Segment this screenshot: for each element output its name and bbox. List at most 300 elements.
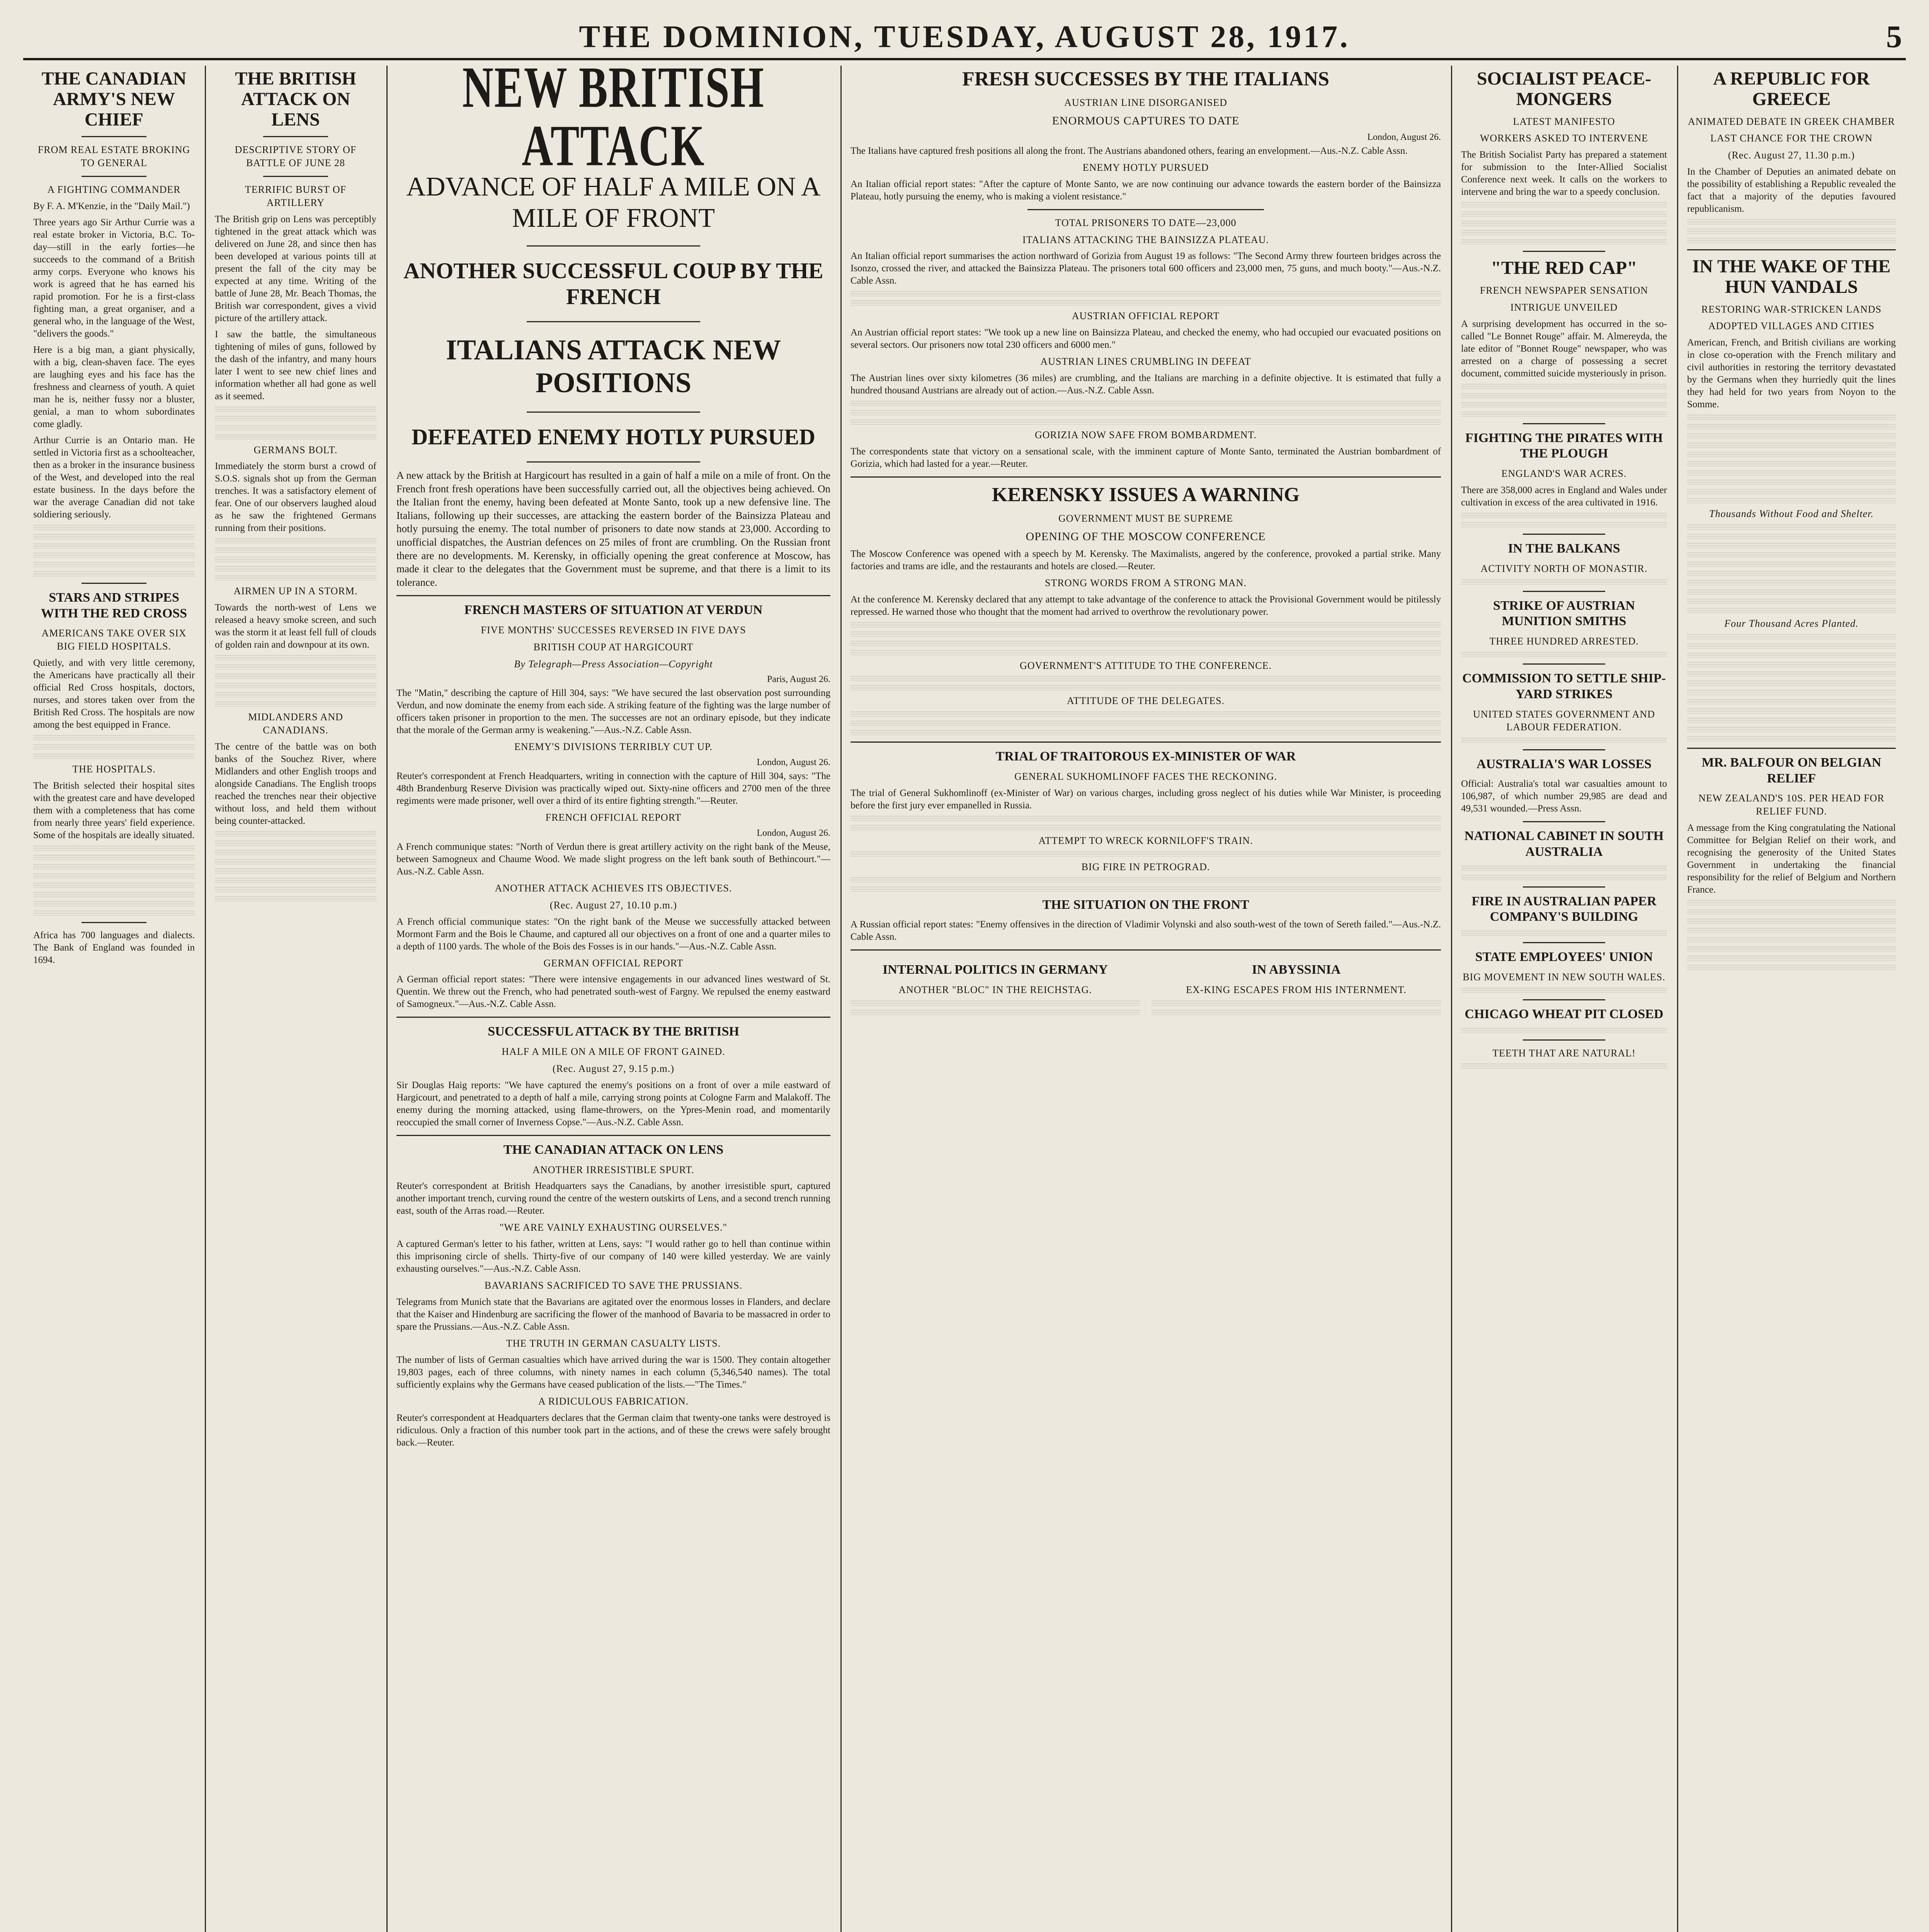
headline-employees: STATE EMPLOYEES' UNION xyxy=(1475,950,1653,964)
text-filler xyxy=(1687,219,1896,224)
section-head: Thousands Without Food and Shelter. xyxy=(1709,508,1874,520)
headline-pirates: FIGHTING THE PIRATES WITH THE PLOUGH xyxy=(1465,430,1663,461)
section-head: GERMAN OFFICIAL REPORT xyxy=(543,957,684,969)
subhead: ADOPTED VILLAGES AND CITIES xyxy=(1708,320,1875,332)
text-filler xyxy=(1461,522,1667,527)
text-filler xyxy=(215,548,376,553)
article-paragraph: Reuter's correspondent at French Headquarters, writing in connection with the capture of Hill 304, says: "The 48th Brandenburg Reserve Division was practically wiped out. Sixty-nine officers and 2700 men of the three regiments were made prisoner, well over a third of its entire fighting strength."—Reuter. xyxy=(396,771,830,806)
article-paragraph: The British grip on Lens was perceptibly tightened in the great attack which was delivered on June 28, and since then has been developed at various points till at present the fall of the city may be expected at any time. Writing of the battle of June 28, Mr. Beach Thomas, the British war correspondent, gives a vivid picture of the artillery attack. xyxy=(215,214,376,323)
deck-headline: ADVANCE OF HALF A MILE ON A MILE OF FRONT xyxy=(406,172,821,233)
headline-canadian-chief: THE CANADIAN ARMY'S NEW CHIEF xyxy=(41,68,187,130)
text-filler xyxy=(215,566,376,571)
subhead: GENERAL SUKHOMLINOFF FACES THE RECKONING. xyxy=(1014,770,1277,782)
text-filler xyxy=(1687,461,1896,466)
section-head: ITALIANS ATTACKING THE BAINSIZZA PLATEAU. xyxy=(1022,234,1269,245)
text-filler xyxy=(215,896,376,901)
divider xyxy=(1687,249,1896,250)
article-paragraph: A captured German's letter to his father, written at Lens, says: "I would rather go to hell than continue within this imprisoning circle of shells. Thirty-five of our company of 140 were killed yesterday. We are vainly exhausting ourselves."—Aus.-N.Z. Cable Assn. xyxy=(396,1239,830,1274)
text-filler xyxy=(1461,402,1667,408)
column-2 xyxy=(205,66,386,1932)
article-paragraph: An Italian official report summarises the action northward of Gorizia from August 19 as follows: "The Second Army threw fourteen bridges across the Isonzo, crossed the river, and attacked the Bainsizza Plateau. The prisoners total 600 officers and 23,000 men, 75 guns, and much booty."—Aus.-N.Z. Cable Assn. xyxy=(851,251,1441,286)
article-paragraph: Reuter's correspondent at Headquarters declares that the German claim that twenty-one tanks were destroyed is ridiculous. Only a fraction of this number took part in the actions, and of these the crews were safely brought back.—Reuter. xyxy=(396,1412,830,1448)
text-filler xyxy=(1461,1063,1667,1069)
section-head: ATTEMPT TO WRECK KORNILOFF'S TRAIN. xyxy=(1038,835,1253,846)
text-filler xyxy=(1687,736,1896,742)
section-head: ATTITUDE OF THE DELEGATES. xyxy=(1067,695,1225,707)
text-filler xyxy=(215,868,376,874)
subhead: THREE HUNDRED ARRESTED. xyxy=(1489,636,1639,647)
footnote: Africa has 700 languages and dialects. The Bank of England was founded in 1694. xyxy=(33,930,195,965)
text-filler xyxy=(851,886,1441,892)
article-paragraph: Quietly, and with very little ceremony, the Americans have practically all their official Red Cross hospitals, doctors, nurses, and stores taken over from the British Red Cross. The hospitals are now among the best equipped in France. xyxy=(33,657,195,730)
text-filler xyxy=(1461,384,1667,389)
text-filler xyxy=(1461,513,1667,518)
article-paragraph: The Italians have captured fresh positions all along the front. The Austrians abandoned others, fearing an envelopment.—Aus.-N.Z. Cable Assn. xyxy=(851,145,1408,156)
text-filler xyxy=(33,753,195,759)
section-head: "WE ARE VAINLY EXHAUSTING OURSELVES." xyxy=(499,1222,728,1233)
divider xyxy=(263,176,328,177)
subhead: AMERICANS TAKE OVER SIX BIG FIELD HOSPITALS. xyxy=(41,628,187,652)
text-filler xyxy=(1461,930,1667,936)
article-paragraph: A surprising development has occurred in the so-called "Le Bonnet Rouge" affair. M. Almereyda, the late editor of "Bonnet Rouge" newspaper, who was arrested on a charge of possessing a secret document, committed suicide mysteriously in prison. xyxy=(1461,318,1667,379)
text-filler xyxy=(1687,415,1896,420)
divider xyxy=(1523,591,1605,592)
text-filler xyxy=(1152,1000,1441,1006)
article-paragraph: Sir Douglas Haig reports: "We have captured the enemy's positions on a front of over a mile eastward of Hargicourt, and penetrated to a depth of half a mile, carrying strong points at Cologne Farm and Malakoff. The enemy during the morning attacked, using flame-throwers, on the Ypres-Menin road, and momentarily reoccupied the small corner of Inverness Copse."—Aus.-N.Z. Cable Assn. xyxy=(396,1080,830,1128)
text-filler xyxy=(33,534,195,539)
headline-greece: A REPUBLIC FOR GREECE xyxy=(1713,68,1870,109)
subhead: TERRIFIC BURST OF ARTILLERY xyxy=(245,184,347,208)
text-filler xyxy=(33,910,195,916)
article-paragraph: The correspondents state that victory on a sensational scale, with the imminent capture of Monte Santo, terminated the Austrian bombardment of Gorizia, which had lasted for a year.—Reuter. xyxy=(851,446,1441,469)
article-paragraph: In the Chamber of Deputies an animated debate on the possibility of establishing a Republic revealed the fact that a majority of the deputies favoured republicanism. xyxy=(1687,166,1896,214)
text-filler xyxy=(1461,988,1667,993)
text-filler xyxy=(851,816,1441,821)
byline: By F. A. M'Kenzie, in the "Daily Mail.") xyxy=(33,201,190,211)
text-filler xyxy=(1461,230,1667,235)
article-paragraph: The Austrian lines over sixty kilometres (36 miles) are crumbling, and the Italians are marching in a definite objective. It is estimated that fully a hundred thousand Austrians are already out of action.—Aus.-N.Z. Cable Assn. xyxy=(851,372,1441,396)
text-filler xyxy=(1687,571,1896,576)
divider xyxy=(527,461,700,463)
text-filler xyxy=(1687,918,1896,924)
text-filler xyxy=(215,673,376,679)
text-filler xyxy=(1687,900,1896,905)
headline-stars-stripes: STARS AND STRIPES WITH THE RED CROSS xyxy=(41,590,187,621)
text-filler xyxy=(33,892,195,897)
subhead: RESTORING WAR-STRICKEN LANDS xyxy=(1701,303,1882,315)
text-filler xyxy=(1687,552,1896,558)
article-paragraph: The centre of the battle was on both banks of the Souchez River, where Midlanders and other English troops and alongside Canadians. The English troops reached the trenches near their objective without loss, and held them without being counter-attacked. xyxy=(215,741,376,826)
subhead: BIG MOVEMENT IN NEW SOUTH WALES. xyxy=(1463,971,1665,983)
subhead: ACTIVITY NORTH OF MONASTIR. xyxy=(1480,563,1648,574)
headline-canadian-lens: THE CANADIAN ATTACK ON LENS xyxy=(503,1142,724,1157)
text-filler xyxy=(1687,718,1896,723)
text-filler xyxy=(1687,946,1896,952)
text-filler xyxy=(851,851,1441,857)
subhead: ANOTHER IRRESISTIBLE SPURT. xyxy=(532,1164,694,1175)
text-filler xyxy=(851,419,1441,425)
text-filler xyxy=(1687,727,1896,732)
text-filler xyxy=(851,1010,1140,1015)
article-paragraph: A German official report states: "There were intensive engagements in our advanced lines westward of St. Quentin. We threw out the French, who had penetrated south-west of Fargny. We repulsed the enemy eastward of Samogneux."—Aus.-N.Z. Cable Assn. xyxy=(396,974,830,1010)
divider xyxy=(396,1135,830,1136)
section-head: TOTAL PRISONERS TO DATE—23,000 xyxy=(1055,217,1237,228)
text-filler xyxy=(215,538,376,544)
received-date: (Rec. August 27, 11.30 p.m.) xyxy=(1728,150,1855,161)
columns xyxy=(23,66,1906,1932)
article-paragraph: The Moscow Conference was opened with a speech by M. Kerensky. The Maximalists, angered by the conference, provoked a partial strike. Many factories and trams are idle, and the restaurants and hotels are closed.—Reuter. xyxy=(851,548,1441,571)
subhead: ENORMOUS CAPTURES TO DATE xyxy=(1052,114,1240,127)
brief-germany xyxy=(851,957,1140,1019)
headline-successful-attack: SUCCESSFUL ATTACK BY THE BRITISH xyxy=(488,1024,739,1039)
text-filler xyxy=(33,845,195,851)
advertisement-head: TEETH THAT ARE NATURAL! xyxy=(1492,1047,1636,1059)
text-filler xyxy=(1687,489,1896,494)
text-filler xyxy=(1687,653,1896,658)
text-filler xyxy=(215,416,376,421)
text-filler xyxy=(851,721,1441,726)
divider xyxy=(82,583,146,584)
divider xyxy=(1523,886,1605,888)
subhead: ENGLAND'S WAR ACRES. xyxy=(1501,468,1627,480)
section-head: FRENCH OFFICIAL REPORT xyxy=(545,812,682,823)
page-number: 5 xyxy=(1886,19,1902,54)
text-filler xyxy=(851,300,1441,306)
article-paragraph: Reuter's correspondent at British Headquarters says the Canadians, by another irresistible spurt, captured another important trench, curving round the centre of the western outskirts of Lens, and a second trench running east, south of the Arras road.—Reuter. xyxy=(396,1181,830,1216)
section-head: ANOTHER ATTACK ACHIEVES ITS OBJECTIVES. xyxy=(495,882,732,894)
text-filler xyxy=(1461,875,1667,880)
headline-verdun: FRENCH MASTERS OF SITUATION AT VERDUN xyxy=(464,603,763,617)
text-filler xyxy=(1687,424,1896,429)
italian-russian-news xyxy=(840,66,1451,1932)
headline-socialist: SOCIALIST PEACE-MONGERS xyxy=(1477,68,1652,109)
article-paragraph: A French official communique states: "On the right bank of the Meuse we successfully attacked between Mormont Farm and the Bois le Chaume, and captured all our objectives on a front of one and a quarter miles to a depth of 1100 yards. The whole of the Bois des Fosses is in our hands."—Aus.-N.Z. Cable Assn. xyxy=(396,916,830,952)
text-filler xyxy=(1687,228,1896,234)
divider xyxy=(1523,1039,1605,1041)
section-head: A RIDICULOUS FABRICATION. xyxy=(538,1395,689,1407)
subhead: AUSTRIAN LINE DISORGANISED xyxy=(1064,97,1227,109)
article-paragraph: An Italian official report states: "After the capture of Monte Santo, we are now continuing our advance towards the eastern border of the Bainsizza Plateau, hotly pursuing the enemy, who is making a violent resistance." xyxy=(851,179,1441,202)
dateline: Paris, August 26. xyxy=(767,674,830,685)
text-filler xyxy=(215,664,376,670)
section-head: GORIZIA NOW SAFE FROM BOMBARDMENT. xyxy=(1034,429,1257,440)
subhead: LAST CHANCE FOR THE CROWN xyxy=(1710,133,1873,144)
text-filler xyxy=(33,562,195,567)
article-paragraph: Immediately the storm burst a crowd of S.O.S. signals shot up from the German trenches. It was a satisfactory element of fear. One of our observers laughed aloud as he saw the frightened Germans running from their positions. xyxy=(215,461,376,534)
text-filler xyxy=(851,622,1441,628)
divider xyxy=(1027,209,1264,210)
text-filler xyxy=(851,676,1441,681)
text-filler xyxy=(1461,738,1667,743)
section-head: AIRMEN UP IN A STORM. xyxy=(233,585,358,597)
subhead: BRITISH COUP AT HARGICOURT xyxy=(533,641,694,653)
headline-war-losses: AUSTRALIA'S WAR LOSSES xyxy=(1477,757,1652,772)
text-filler xyxy=(1687,433,1896,439)
text-filler xyxy=(215,425,376,430)
headline-trial: TRIAL OF TRAITOROUS EX-MINISTER OF WAR xyxy=(995,749,1296,764)
text-filler xyxy=(851,877,1441,883)
headline-paper-fire: FIRE IN AUSTRALIAN PAPER COMPANY'S BUILDING xyxy=(1471,894,1657,924)
section-head: MIDLANDERS AND CANADIANS. xyxy=(248,711,343,736)
text-filler xyxy=(1687,909,1896,915)
article-paragraph: The "Matin," describing the capture of Hill 304, says: "We have secured the last observation post surrounding Verdun, and now dominate the enemy from each side. A striking feature of the fighting was the large number of officers taken prisoner in proportion to the men. The successes are not an ordinary episode, but they indicate that the morale of the German army is weakening."—Aus.-N.Z. Cable Assn. xyxy=(396,688,830,736)
article-paragraph: I saw the battle, the simultaneous tightening of miles of guns, followed by the dash of the infantry, and many hours later I went to see new chief lines and information whether all had gone as well as it seemed. xyxy=(215,329,376,401)
headline-internal-politics: INTERNAL POLITICS IN GERMANY xyxy=(883,963,1108,977)
text-filler xyxy=(1461,412,1667,417)
text-filler xyxy=(851,825,1441,830)
dateline: London, August 26. xyxy=(757,757,830,768)
section-head: BIG FIRE IN PETROGRAD. xyxy=(1081,861,1210,872)
masthead-title: THE DOMINION, TUESDAY, AUGUST 28, 1917. xyxy=(579,19,1350,54)
deck-headline: DEFEATED ENEMY HOTLY PURSUED xyxy=(412,424,815,449)
text-filler xyxy=(215,840,376,846)
text-filler xyxy=(1687,543,1896,548)
article-paragraph: A message from the King congratulating the National Committee for Belgian Relief on their work, and recognising the generosity of the United States Government in undertaking the financial responsibility for the relief of Belgium and Northern France. xyxy=(1687,822,1896,895)
text-filler xyxy=(33,525,195,530)
divider xyxy=(82,176,146,177)
divider xyxy=(1523,251,1605,252)
text-filler xyxy=(1687,589,1896,595)
subhead: WORKERS ASKED TO INTERVENE xyxy=(1480,133,1648,144)
text-filler xyxy=(215,557,376,562)
headline-lens-attack: THE BRITISH ATTACK ON LENS xyxy=(235,68,356,130)
article-paragraph: Official: Australia's total war casualties amount to 106,987, of which number 29,985 are dead and 49,531 wounded.—Press Assn. xyxy=(1461,778,1667,814)
text-filler xyxy=(1461,1028,1667,1033)
bottom-briefs xyxy=(851,957,1441,1019)
text-filler xyxy=(1461,579,1667,585)
text-filler xyxy=(1687,699,1896,704)
text-filler xyxy=(1687,238,1896,243)
section-head: THE TRUTH IN GERMAN CASUALTY LISTS. xyxy=(506,1337,721,1349)
text-filler xyxy=(1687,534,1896,539)
text-filler xyxy=(1687,599,1896,604)
text-filler xyxy=(1687,680,1896,686)
article-paragraph: The British Socialist Party has prepared a statement for submission to the Inter-Allied Socialist Conference next week. It calls on the workers to intervene and bring the war to a speedy conclusion. xyxy=(1461,150,1667,197)
text-filler xyxy=(215,575,376,581)
text-filler xyxy=(1687,937,1896,942)
section-head: GERMANS BOLT. xyxy=(253,444,338,456)
text-filler xyxy=(33,744,195,750)
text-filler xyxy=(1687,442,1896,448)
article-paragraph: The British selected their hospital sites with the greatest care and have developed them with a completeness that has come from nearly three years' field experience. Some of the hospitals are ideally situated. xyxy=(33,780,195,840)
dateline: London, August 26. xyxy=(1367,132,1441,142)
subhead: A FIGHTING COMMANDER xyxy=(47,184,181,195)
text-filler xyxy=(215,692,376,697)
text-filler xyxy=(33,553,195,558)
text-filler xyxy=(1687,662,1896,667)
headline-balkans: IN THE BALKANS xyxy=(1508,541,1620,556)
divider xyxy=(396,595,830,596)
article-paragraph: Telegrams from Munich state that the Bavarians are agitated over the enormous losses in Flanders, and declare that the Kaiser and Hindenburg are sacrificing the flower of the manhood of Bavaria to be massacred in order to spare the Prussians.—Aus.-N.Z. Cable Assn. xyxy=(396,1296,830,1332)
text-filler xyxy=(851,291,1441,296)
divider xyxy=(851,949,1441,951)
text-filler xyxy=(1687,580,1896,585)
headline-cabinet: NATIONAL CABINET IN SOUTH AUSTRALIA xyxy=(1464,828,1664,859)
section-head: AUSTRIAN OFFICIAL REPORT xyxy=(1072,310,1220,322)
divider xyxy=(1523,999,1605,1000)
article-paragraph: Three years ago Sir Arthur Currie was a real estate broker in Victoria, B.C. To-day—still in the early forties—he succeeds to the command of a British army corps. Everyone who knows his work is agreed that he has earned his rapid promotion. For he is a first-class fighting man, a great organiser, and a general who, in the language of the West, "delivers the goods." xyxy=(33,217,195,339)
article-paragraph: American, French, and British civilians are working in close co-operation with the French military and civil authorities in restoring the territory devastated by the Germans when they hurriedly quit the lines they had held for two years from Noyon to the Somme. xyxy=(1687,337,1896,410)
text-filler xyxy=(1687,965,1896,970)
text-filler xyxy=(1687,708,1896,714)
text-filler xyxy=(215,683,376,688)
subhead: EX-KING ESCAPES FROM HIS INTERNMENT. xyxy=(1186,984,1407,995)
headline-kerensky: KERENSKY ISSUES A WARNING xyxy=(992,483,1300,506)
section-head: ENEMY'S DIVISIONS TERRIBLY CUT UP. xyxy=(514,741,713,753)
article-paragraph: The number of lists of German casualties which have arrived during the war is 1500. They contain altogether 19,803 pages, each of three columns, with ninety names in each column (5,346,540 names). The total sufficiently explains why the Germans have ceased publication of the lists.—"The Times." xyxy=(396,1354,830,1390)
text-filler xyxy=(215,850,376,855)
text-filler xyxy=(1461,866,1667,871)
text-filler xyxy=(1461,393,1667,398)
subhead: FRENCH NEWSPAPER SENSATION xyxy=(1480,284,1648,296)
subhead: UNITED STATES GOVERNMENT AND LABOUR FEDERATION. xyxy=(1473,708,1655,733)
brief-abyssinia xyxy=(1152,957,1441,1019)
text-filler xyxy=(851,401,1441,406)
text-filler xyxy=(1687,498,1896,503)
text-filler xyxy=(33,543,195,549)
section-head: THE HOSPITALS. xyxy=(72,763,156,775)
headline-red-cap: "THE RED CAP" xyxy=(1491,258,1637,279)
telegraph-credit: By Telegraph—Press Association—Copyright xyxy=(514,658,713,670)
divider xyxy=(851,742,1441,743)
subhead: ANOTHER "BLOC" IN THE REICHSTAG. xyxy=(898,984,1092,995)
text-filler xyxy=(851,410,1441,415)
section-head: Four Thousand Acres Planted. xyxy=(1724,617,1859,629)
text-filler xyxy=(33,901,195,906)
text-filler xyxy=(1687,561,1896,567)
article-paragraph: Here is a big man, a giant physically, with a big, clean-shaven face. The eyes are laughing eyes and his face has the freshness and clearness of youth. A quiet man he is, neither fussy nor a bluster, genial, a man to whom subordinates come gladly. xyxy=(33,344,195,429)
subhead: INTRIGUE UNVEILED xyxy=(1510,301,1618,313)
text-filler xyxy=(1461,211,1667,217)
subhead: FROM REAL ESTATE BROKING TO GENERAL xyxy=(37,144,191,169)
received-date: (Rec. August 27, 10.10 p.m.) xyxy=(549,899,677,911)
article-paragraph: Towards the north-west of Lens we released a heavy smoke screen, and such was the storm it at least fell full of clouds of golden rain and downpour at its own. xyxy=(215,602,376,650)
divider xyxy=(1523,423,1605,424)
text-filler xyxy=(851,650,1441,655)
text-filler xyxy=(33,873,195,879)
text-filler xyxy=(1687,643,1896,649)
section-head: AUSTRIAN LINES CRUMBLING IN DEFEAT xyxy=(1040,356,1251,367)
article-paragraph: An Austrian official report states: "We took up a new line on Bainsizza Plateau, and checked the enemy, who had occupied our evacuated positions on several sectors. Our prisoners now total 230 officers and 6000 men." xyxy=(851,327,1441,350)
headline-commission: COMMISSION TO SETTLE SHIP-YARD STRIKES xyxy=(1462,671,1666,701)
text-filler xyxy=(33,864,195,869)
subhead: GOVERNMENT MUST BE SUPREME xyxy=(1058,512,1233,524)
article-paragraph: There are 358,000 acres in England and Wales under cultivation in excess of the area cultivated in 1916. xyxy=(1461,485,1667,508)
text-filler xyxy=(1687,470,1896,476)
text-filler xyxy=(1687,690,1896,695)
text-filler xyxy=(33,883,195,888)
divider xyxy=(1523,749,1605,750)
text-filler xyxy=(215,887,376,892)
text-filler xyxy=(851,730,1441,735)
headline-italians: FRESH SUCCESSES BY THE ITALIANS xyxy=(962,68,1329,90)
column-6 xyxy=(1451,66,1677,1932)
text-filler xyxy=(1687,452,1896,457)
section-head: STRONG WORDS FROM A STRONG MAN. xyxy=(1045,577,1247,588)
deck-headline: ANOTHER SUCCESSFUL COUP BY THE FRENCH xyxy=(403,258,823,309)
text-filler xyxy=(851,641,1441,646)
text-filler xyxy=(1687,671,1896,677)
text-filler xyxy=(851,1000,1140,1006)
subhead: NEW ZEALAND'S 10S. PER HEAD FOR RELIEF FUND. xyxy=(1698,793,1885,817)
text-filler xyxy=(1461,652,1667,657)
text-filler xyxy=(215,701,376,707)
subhead: ANIMATED DEBATE IN GREEK CHAMBER xyxy=(1687,116,1895,127)
text-filler xyxy=(215,434,376,440)
text-filler xyxy=(1687,956,1896,961)
text-filler xyxy=(851,685,1441,690)
section-head: ENEMY HOTLY PURSUED xyxy=(1082,162,1209,173)
text-filler xyxy=(1152,1010,1441,1015)
headline-wheat-pit: CHICAGO WHEAT PIT CLOSED xyxy=(1465,1007,1664,1021)
text-filler xyxy=(33,571,195,577)
divider xyxy=(1687,748,1896,749)
text-filler xyxy=(215,859,376,864)
divider xyxy=(1523,663,1605,665)
divider xyxy=(263,136,328,137)
divider xyxy=(82,922,146,923)
masthead xyxy=(23,15,1906,60)
text-filler xyxy=(33,855,195,860)
text-filler xyxy=(851,711,1441,717)
headline-hun-vandals: IN THE WAKE OF THE HUN VANDALS xyxy=(1692,256,1891,297)
article-paragraph: The trial of General Sukhomlinoff (ex-Minister of War) on various charges, including gross neglect of his duties while War Minister, is proceeding before the first jury ever empanelled in Russia. xyxy=(851,787,1441,811)
article-paragraph: At the conference M. Kerensky declared that any attempt to take advantage of the conference to attack the Provisional Government would be pitilessly repressed. He warned those who thought that the moment had arrived to overthrow the revolutionary power. xyxy=(851,594,1441,617)
received-date: (Rec. August 27, 9.15 p.m.) xyxy=(552,1063,675,1074)
text-filler xyxy=(215,655,376,660)
divider xyxy=(851,476,1441,478)
section-head: GOVERNMENT'S ATTITUDE TO THE CONFERENCE. xyxy=(1019,660,1272,671)
subhead: DESCRIPTIVE STORY OF BATTLE OF JUNE 28 xyxy=(235,144,357,169)
divider xyxy=(527,321,700,322)
text-filler xyxy=(215,878,376,883)
text-filler xyxy=(1687,524,1896,530)
article-paragraph: A French communique states: "North of Verdun there is great artillery activity on the right bank of the Meuse, between Samogneux and Chaume Wood. We made slight progress on the left bank south of Bethincourt."—Aus.-N.Z. Cable Assn. xyxy=(396,841,830,877)
column-7 xyxy=(1677,66,1906,1932)
text-filler xyxy=(1461,221,1667,226)
headline-abyssinia: IN ABYSSINIA xyxy=(1252,963,1341,977)
subhead: OPENING OF THE MOSCOW CONFERENCE xyxy=(1026,530,1266,543)
text-filler xyxy=(215,406,376,412)
text-filler xyxy=(1687,608,1896,613)
column-1 xyxy=(23,66,205,1932)
section-head: BAVARIANS SACRIFICED TO SAVE THE PRUSSIANS. xyxy=(484,1280,743,1291)
headline-strike: STRIKE OF AUSTRIAN MUNITION SMITHS xyxy=(1493,598,1635,629)
dateline: London, August 26. xyxy=(757,828,830,838)
text-filler xyxy=(1687,480,1896,485)
text-filler xyxy=(1687,634,1896,639)
text-filler xyxy=(1687,928,1896,933)
divider xyxy=(527,412,700,413)
banner-headline: NEW BRITISH ATTACK xyxy=(462,66,765,179)
divider xyxy=(82,136,146,137)
headline-balfour: MR. BALFOUR ON BELGIAN RELIEF xyxy=(1701,755,1881,786)
divider xyxy=(1523,534,1605,535)
article-paragraph: A Russian official report states: "Enemy offensives in the direction of Vladimir Volynski and also south-west of the town of Sereth failed."—Aus.-N.Z. Cable Assn. xyxy=(851,919,1441,942)
headline-situation: THE SITUATION ON THE FRONT xyxy=(1042,898,1249,912)
text-filler xyxy=(1461,202,1667,207)
text-filler xyxy=(1461,239,1667,245)
divider xyxy=(1523,821,1605,822)
text-filler xyxy=(215,831,376,837)
divider xyxy=(396,1017,830,1018)
text-filler xyxy=(33,735,195,740)
lead-summary: A new attack by the British at Hargicourt has resulted in a gain of half a mile on a mile of front. On the French front fresh operations have been successfully carried out, all the objectives being achieved. On the Italian front the enemy, having been defeated at Monte Santo, took up a new defensive line. The Italians, following up their successes, are attacking the eastern border of the Bainsizza Plateau and hotly pursuing the enemy. The total number of prisoners to date now stands at 23,000. According to unofficial dispatches, the Austrian defences on 25 miles of front are crumbling. On the Russian front there are no developments. M. Kerensky, in officially opening the great conference at Moscow, has made it clear to the delegates that the Government must be supreme, and that there is a limit to its tolerance. xyxy=(396,469,830,588)
article-paragraph: Arthur Currie is an Ontario man. He settled in Victoria first as a schoolteacher, then as a broker in the insurance business of the West, and developed into the real estate business. In the days before the war the average Canadian did not take soldiering seriously. xyxy=(33,435,195,520)
divider xyxy=(1523,942,1605,943)
text-filler xyxy=(851,631,1441,637)
deck-headline: ITALIANS ATTACK NEW POSITIONS xyxy=(446,334,781,399)
